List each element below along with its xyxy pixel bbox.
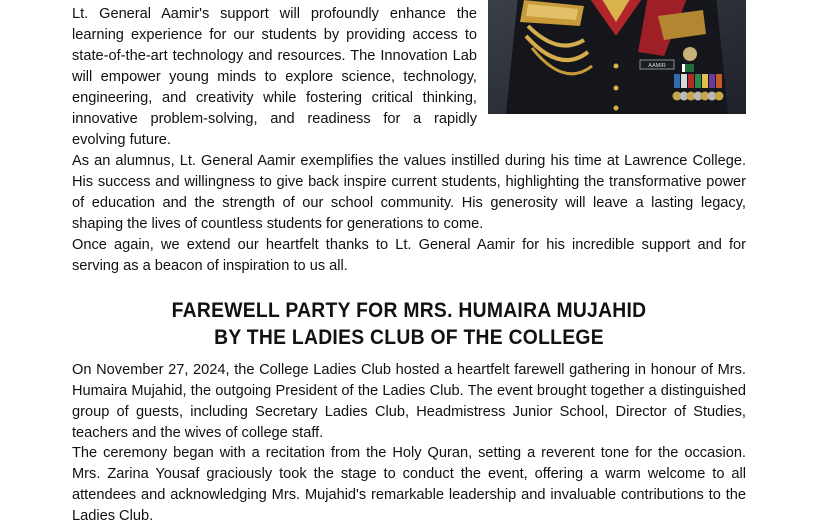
medals [673, 92, 724, 101]
jacket-button-2 [614, 86, 619, 91]
name-plate-text: AAMIR [648, 63, 666, 69]
alumnus-paragraph: As an alumnus, Lt. General Aamir exemplifies the values instilled during his time at Lawrence College. His success and willingness to give back inspire current students, highlighting the transformative power of education and the strength of our school community. His generosity will leave a lasting legacy, shaping the lives of countless students for generations to come. [72, 153, 746, 232]
flag-patch-stripe [682, 64, 685, 72]
intro-paragraph: Lt. General Aamir's support will profoundly enhance the learning experience for our students by providing access to state-of-the-art technology and resources. The Innovation Lab will empower young minds to explore science, technology, engineering, and creativity while fostering critical thinking, innovative problem-solving, and readiness for a rapidly evolving future. [72, 6, 477, 148]
thanks-paragraph: Once again, we extend our heartfelt thanks to Lt. General Aamir for his incredible support and for serving as a beacon of inspiration to us all. [72, 237, 746, 274]
jacket-button-1 [614, 64, 619, 69]
officer-uniform-illustration [488, 0, 746, 114]
jacket-button-3 [614, 106, 619, 111]
alumnus-section [72, 151, 746, 277]
farewell-heading [99, 297, 719, 351]
farewell-ceremony-paragraph: The ceremony began with a recitation from the Holy Quran, setting a reverent tone for the occasion. Mrs. Zarina Yousaf graciously took the stage to conduct the event, offering a warm welcome to all attendees and acknowledging Mrs. Mujahid's remarkable leadership and invaluable contributions to the Ladies Club. [72, 445, 746, 524]
officer-photo [488, 0, 746, 114]
farewell-event-paragraph: On November 27, 2024, the College Ladies Club hosted a heartfelt farewell gathering in honour of Mrs. Humaira Mujahid, the outgoing President of the Ladies Club. The event brought together a distinguished group of guests, including Secretary Ladies Club, Headmistress Junior School, Director of Studies, teachers and the wives of college staff. [72, 362, 746, 441]
medal-ribbons [674, 74, 722, 88]
farewell-heading-line-1: FAREWELL PARTY FOR MRS. HUMAIRA MUJAHID [171, 299, 647, 322]
farewell-heading-line-2: BY THE LADIES CLUB OF THE COLLEGE [214, 326, 604, 349]
badge-emblem [683, 47, 697, 61]
